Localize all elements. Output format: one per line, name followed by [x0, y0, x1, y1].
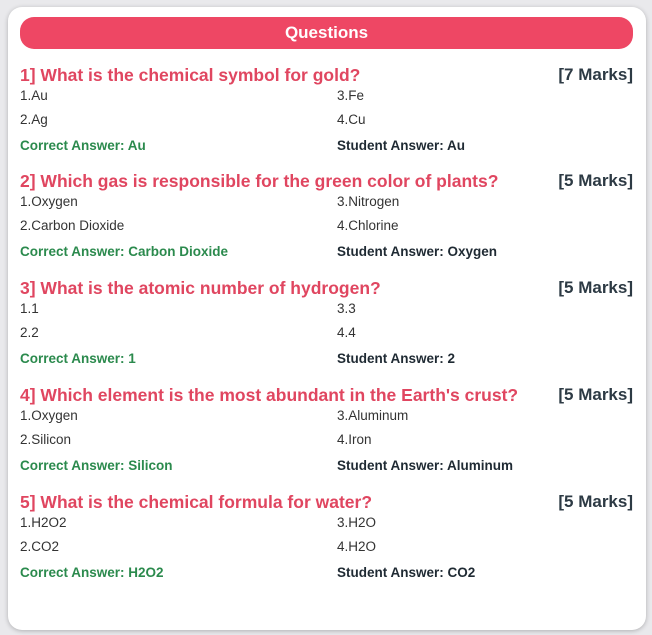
question-marks: [5 Marks] — [558, 385, 633, 404]
option-4: 4.H2O — [337, 539, 377, 554]
student-answer: Student Answer: Aluminum — [337, 458, 514, 473]
questions-card — [8, 7, 646, 630]
option-2: 2.2 — [20, 325, 39, 340]
option-4: 4.Cu — [337, 112, 366, 127]
correct-answer: Correct Answer: Silicon — [20, 458, 173, 473]
option-3: 3.Aluminum — [337, 408, 409, 423]
questions-header — [20, 17, 633, 49]
question-marks: [7 Marks] — [558, 65, 633, 84]
question-item — [20, 171, 633, 271]
header-title: Questions — [284, 23, 369, 42]
option-3: 3.H2O — [337, 515, 377, 530]
option-1: 1.Au — [20, 88, 48, 103]
student-answer: Student Answer: Oxygen — [337, 244, 498, 259]
student-answer: Student Answer: CO2 — [337, 565, 476, 580]
option-2: 2.CO2 — [20, 539, 60, 554]
correct-answer: Correct Answer: 1 — [20, 351, 136, 366]
option-3: 3.Nitrogen — [337, 194, 400, 209]
option-3: 3.3 — [337, 301, 356, 316]
question-marks: [5 Marks] — [558, 278, 633, 297]
student-answer: Student Answer: Au — [337, 138, 465, 153]
option-3: 3.Fe — [337, 88, 365, 103]
question-item — [20, 492, 633, 592]
student-answer: Student Answer: 2 — [337, 351, 456, 366]
option-4: 4.4 — [337, 325, 356, 340]
question-marks: [5 Marks] — [558, 492, 633, 511]
question-title: 5] What is the chemical formula for water? — [20, 492, 373, 512]
option-2: 2.Silicon — [20, 432, 72, 447]
question-title: 4] Which element is the most abundant in the Earth's crust? — [20, 385, 519, 405]
question-item — [20, 278, 633, 378]
option-1: 1.1 — [20, 301, 39, 316]
option-2: 2.Carbon Dioxide — [20, 218, 125, 233]
correct-answer: Correct Answer: Carbon Dioxide — [20, 244, 229, 259]
question-item — [20, 65, 633, 165]
question-item — [20, 385, 633, 485]
option-2: 2.Ag — [20, 112, 48, 127]
option-1: 1.Oxygen — [20, 194, 78, 209]
question-title: 3] What is the atomic number of hydrogen? — [20, 278, 381, 298]
option-4: 4.Chlorine — [337, 218, 399, 233]
correct-answer: Correct Answer: Au — [20, 138, 146, 153]
question-marks: [5 Marks] — [558, 171, 633, 190]
option-1: 1.H2O2 — [20, 515, 67, 530]
correct-answer: Correct Answer: H2O2 — [20, 565, 164, 580]
question-title: 1] What is the chemical symbol for gold? — [20, 65, 361, 85]
option-4: 4.Iron — [337, 432, 372, 447]
question-title: 2] Which gas is responsible for the green color of plants? — [20, 171, 499, 191]
option-1: 1.Oxygen — [20, 408, 78, 423]
